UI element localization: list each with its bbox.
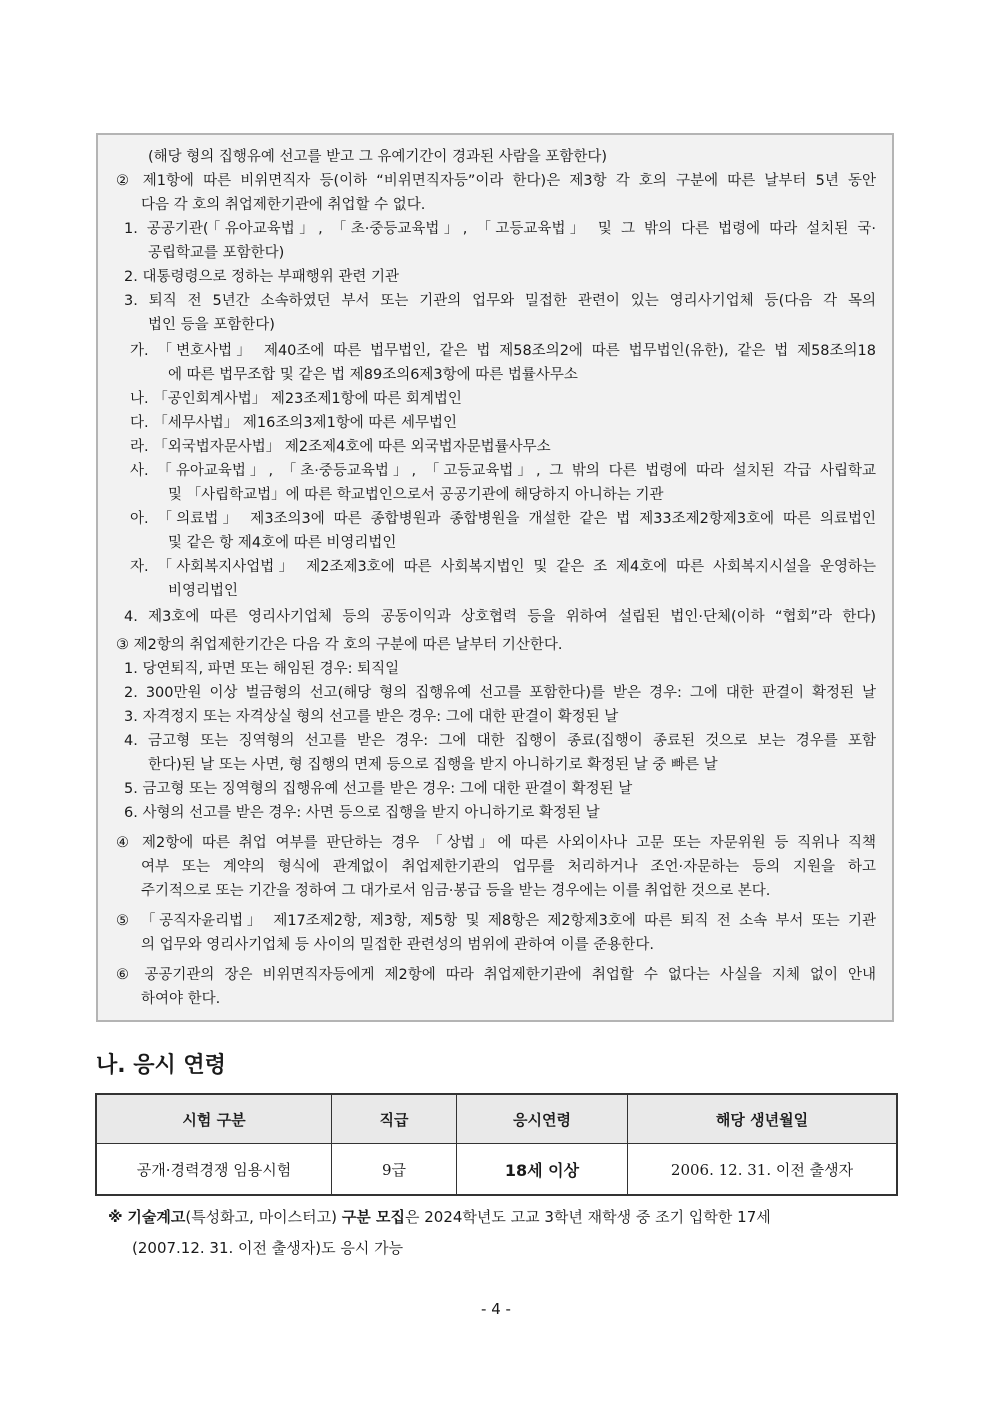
table-row bbox=[96, 1144, 897, 1196]
legal-text-box bbox=[96, 133, 894, 1022]
legal-line: 법인 등을 포함한다) bbox=[148, 317, 275, 333]
table-header-row bbox=[96, 1094, 897, 1144]
legal-line: 나. 「공인회계사법」 제23조제1항에 따른 회계법인 bbox=[130, 391, 462, 407]
legal-line: 2. 300만원 이상 벌금형의 선고(해당 형의 집행유예 선고를 포함한다)를 받은 경우: 그에 대한 판결이 확정된 날 bbox=[124, 685, 876, 701]
legal-line: ④ 제2항에 따른 취업 여부를 판단하는 경우 「상법」에 따른 사외이사나 고문 또는 자문위원 등 직위나 직책 bbox=[116, 835, 876, 851]
legal-line: ⑤ 「공직자윤리법」 제17조제2항, 제3항, 제5항 및 제8항은 제2항제3호에 따른 퇴직 전 소속 부서 또는 기관 bbox=[116, 913, 876, 929]
legal-line: 비영리법인 bbox=[168, 583, 239, 599]
note-mark: ※ bbox=[108, 1208, 123, 1226]
column-header: 시험 구분 bbox=[96, 1094, 332, 1144]
legal-line: (해당 형의 집행유예 선고를 받고 그 유예기간이 경과된 사람을 포함한다) bbox=[148, 149, 607, 165]
age-requirement-table bbox=[95, 1093, 898, 1196]
table-cell: 2006. 12. 31. 이전 출생자 bbox=[628, 1144, 898, 1196]
legal-line: 에 따른 법무조합 및 같은 법 제89조의6제3항에 따른 법률사무소 bbox=[168, 367, 578, 383]
table-cell: 18세 이상 bbox=[457, 1144, 628, 1196]
note-line bbox=[108, 1206, 771, 1228]
table-cell: 9급 bbox=[332, 1144, 457, 1196]
note-text: (특성화고, 마이스터고) bbox=[185, 1208, 337, 1226]
legal-line: 가. 「변호사법」 제40조에 따른 법무법인, 같은 법 제58조의2에 따른 법무법인(유한), 같은 법 제58조의18 bbox=[130, 343, 876, 359]
legal-line: 주기적으로 또는 기간을 정하여 그 대가로서 임금·봉급 등을 받는 경우에는 이를 취업한 것으로 본다. bbox=[141, 883, 771, 899]
legal-line: ③ 제2항의 취업제한기간은 다음 각 호의 구분에 따른 날부터 기산한다. bbox=[116, 637, 563, 653]
legal-line: 1. 당연퇴직, 파면 또는 해임된 경우: 퇴직일 bbox=[124, 661, 400, 677]
legal-line: 및 같은 항 제4호에 따른 비영리법인 bbox=[168, 535, 397, 551]
table-cell: 공개·경력경쟁 임용시험 bbox=[96, 1144, 332, 1196]
legal-line: 4. 제3호에 따른 영리사기업체 등의 공동이익과 상호협력 등을 위하여 설립된 법인·단체(이하 “협회”라 한다) bbox=[124, 609, 876, 625]
legal-line: 다음 각 호의 취업제한기관에 취업할 수 없다. bbox=[141, 197, 426, 213]
legal-line: 6. 사형의 선고를 받은 경우: 사면 등으로 집행을 받지 아니하기로 확정된 날 bbox=[124, 805, 600, 821]
legal-line: 의 업무와 영리사기업체 등 사이의 밀접한 관련성의 범위에 관하여 이를 준용한다. bbox=[141, 937, 654, 953]
legal-line: 아. 「의료법」 제3조의3에 따른 종합병원과 종합병원을 개설한 같은 법 제33조제2항제3호에 따른 의료법인 bbox=[130, 511, 876, 527]
column-header: 직급 bbox=[332, 1094, 457, 1144]
legal-line: 및 「사립학교법」에 따른 학교법인으로서 공공기관에 해당하지 아니하는 기관 bbox=[168, 487, 664, 503]
legal-line: 4. 금고형 또는 징역형의 선고를 받은 경우: 그에 대한 집행이 종료(집행이 종료된 것으로 보는 경우를 포함 bbox=[124, 733, 876, 749]
legal-line: ② 제1항에 따른 비위면직자 등(이하 “비위면직자등”이라 한다)은 제3항 각 호의 구분에 따른 날부터 5년 동안 bbox=[116, 173, 876, 189]
column-header: 응시연령 bbox=[457, 1094, 628, 1144]
legal-line: 여부 또는 계약의 형식에 관계없이 취업제한기관의 업무를 처리하거나 조언·자문하는 등의 지원을 하고 bbox=[141, 859, 876, 875]
legal-line: 3. 자격정지 또는 자격상실 형의 선고를 받은 경우: 그에 대한 판결이 확정된 날 bbox=[124, 709, 619, 725]
legal-line: 라. 「외국법자문사법」 제2조제4호에 따른 외국법자문법률사무소 bbox=[130, 439, 551, 455]
legal-line: 1. 공공기관(「유아교육법」, 「초·중등교육법」, 「고등교육법」 및 그 밖의 다른 법령에 따라 설치된 국· bbox=[124, 221, 876, 237]
legal-line: 한다)된 날 또는 사면, 형 집행의 면제 등으로 집행을 받지 아니하기로 확정된 날 중 빠른 날 bbox=[148, 757, 718, 773]
legal-line: 사. 「유아교육법」, 「초·중등교육법」, 「고등교육법」, 그 밖의 다른 법령에 따라 설치된 각급 사립학교 bbox=[130, 463, 876, 479]
legal-line: 공립학교를 포함한다) bbox=[148, 245, 285, 261]
legal-line: 2. 대통령령으로 정하는 부패행위 관련 기관 bbox=[124, 269, 399, 285]
section-title: 나. 응시 연령 bbox=[96, 1053, 226, 1078]
legal-line: 하여야 한다. bbox=[141, 991, 221, 1007]
note-line: (2007.12. 31. 이전 출생자)도 응시 가능 bbox=[132, 1239, 404, 1257]
legal-line: 3. 퇴직 전 5년간 소속하였던 부서 또는 기관의 업무와 밀접한 관련이 있는 영리사기업체 등(다음 각 목의 bbox=[124, 293, 876, 309]
legal-line: ⑥ 공공기관의 장은 비위면직자등에게 제2항에 따라 취업제한기관에 취업할 수 없다는 사실을 지체 없이 안내 bbox=[116, 967, 876, 983]
note-text: 은 2024학년도 고교 3학년 재학생 중 조기 입학한 17세 bbox=[404, 1208, 771, 1226]
note-bold: 구분 모집 bbox=[341, 1208, 405, 1226]
legal-line: 자. 「사회복지사업법」 제2조제3호에 따른 사회복지법인 및 같은 조 제4호에 따른 사회복지시설을 운영하는 bbox=[130, 559, 876, 575]
legal-line: 5. 금고형 또는 징역형의 집행유예 선고를 받은 경우: 그에 대한 판결이 확정된 날 bbox=[124, 781, 633, 797]
legal-line: 다. 「세무사법」 제16조의3제1항에 따른 세무법인 bbox=[130, 415, 458, 431]
note-bold: 기술계고 bbox=[127, 1208, 186, 1226]
column-header: 해당 생년월일 bbox=[628, 1094, 898, 1144]
page-number: - 4 - bbox=[481, 1300, 511, 1318]
